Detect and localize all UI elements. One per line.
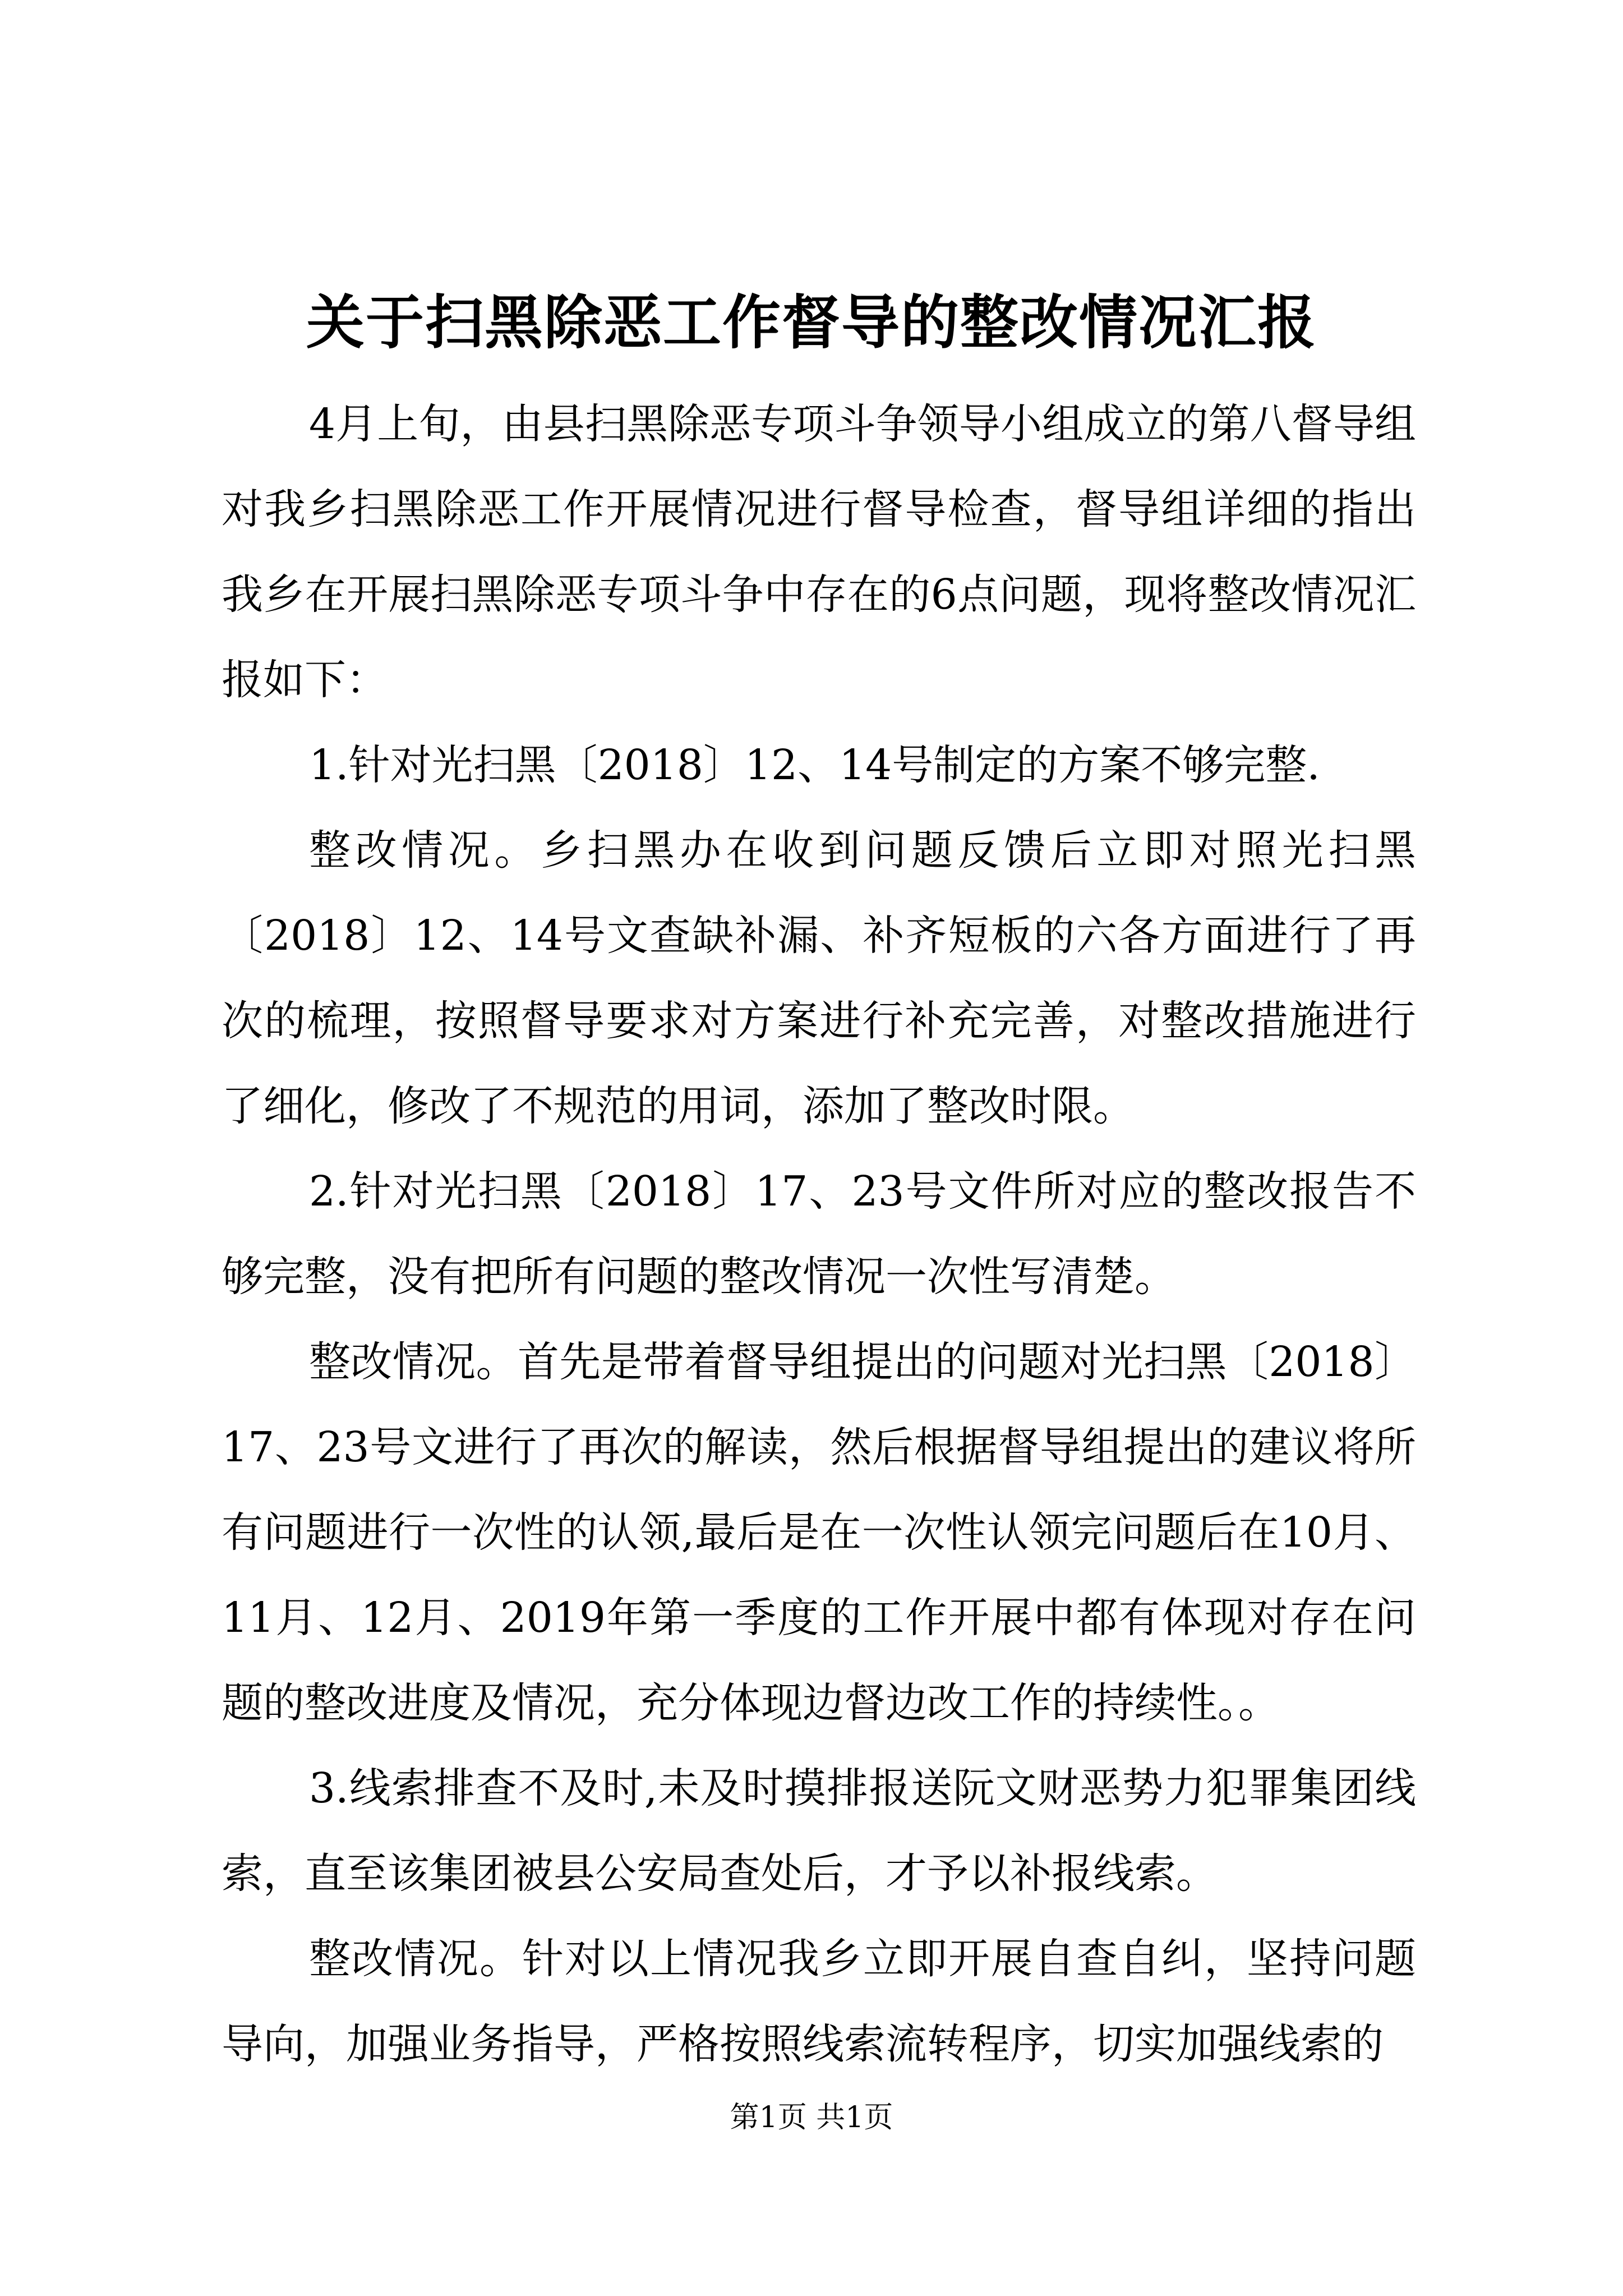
paragraph-rectification-2: 整改情况。首先是带着督导组提出的问题对光扫黑〔2018〕17、23号文进行了再次的解读，然后根据督导组提出的建议将所有问题进行一次性的认领,最后是在一次性认领完问题后在10月、11月、12月、2019年第一季度的工作开展中都有体现对存在问题的整改进度及情况，充分体现边督边改工作的持续性。。 [222,1338,1416,1727]
paragraph-issue-3: 3.线索排查不及时,未及时摸排报送阮文财恶势力犯罪集团线索，直至该集团被县公安局查处后，才予以补报线索。 [222,1764,1416,1898]
paragraph-issue-1: 1.针对光扫黑〔2018〕12、14号制定的方案不够完整. [309,741,1320,789]
paragraph-issue-2: 2.针对光扫黑〔2018〕17、23号文件所对应的整改报告不够完整，没有把所有问题的整改情况一次性写清楚。 [222,1167,1416,1301]
paragraph-rectification-1: 整改情况。乡扫黑办在收到问题反馈后立即对照光扫黑〔2018〕12、14号文查缺补漏、补齐短板的六各方面进行了再次的梳理，按照督导要求对方案进行补充完善，对整改措施进行了细化，修改了不规范的用词，添加了整改时限。 [222,826,1416,1130]
page-footer: 第1页 共1页 [730,2101,893,2134]
paragraph-intro: 4月上旬，由县扫黑除恶专项斗争领导小组成立的第八督导组对我乡扫黑除恶工作开展情况进行督导检查，督导组详细的指出我乡在开展扫黑除恶专项斗争中存在的6点问题，现将整改情况汇报如下： [222,400,1416,704]
document-body [222,381,1416,2087]
document-title: 关于扫黑除恶工作督导的整改情况汇报 [306,288,1317,357]
paragraph-rectification-3: 整改情况。针对以上情况我乡立即开展自查自纠，坚持问题导向，加强业务指导，严格按照线索流转程序，切实加强线索的 [222,1935,1416,2068]
